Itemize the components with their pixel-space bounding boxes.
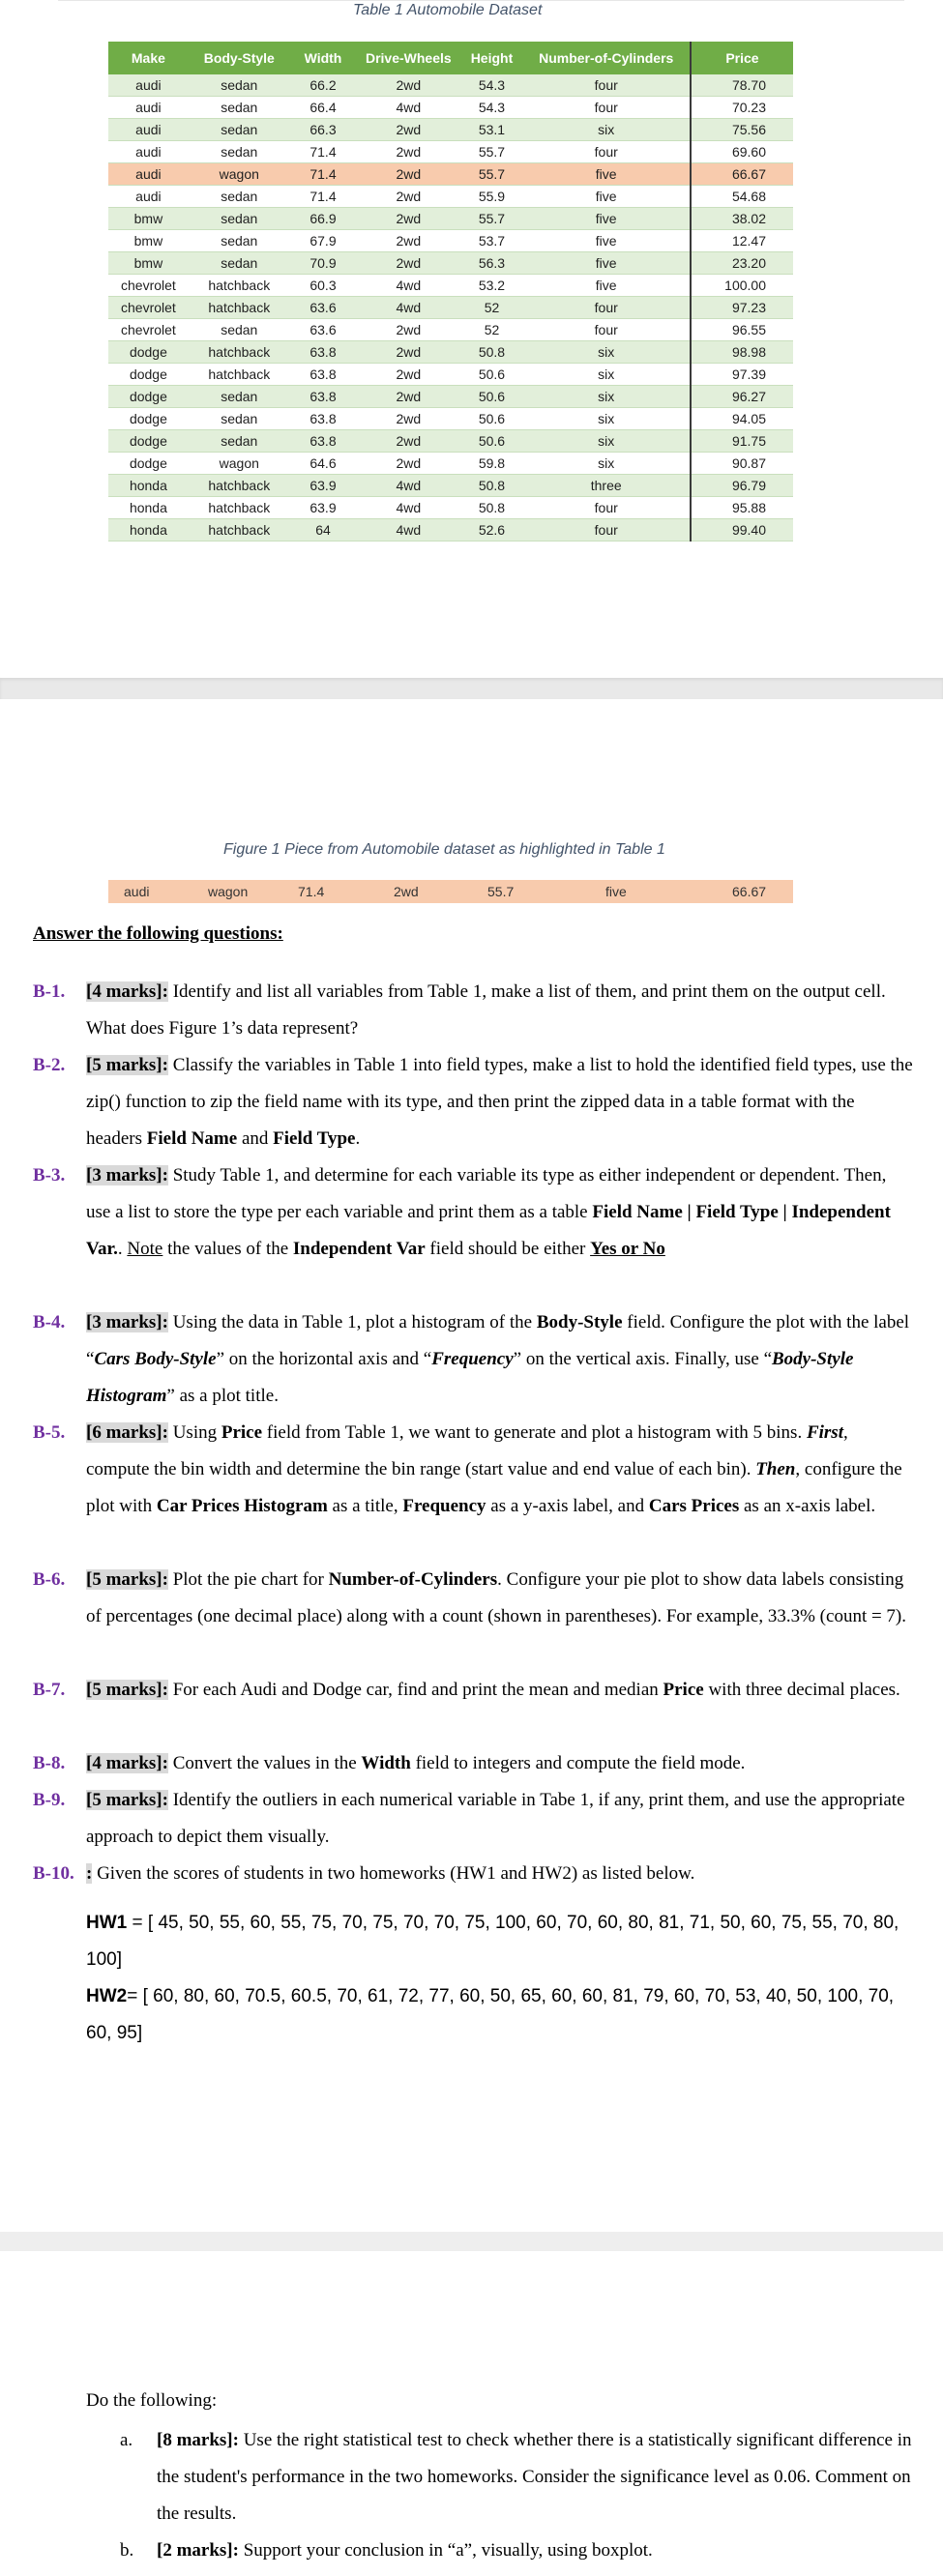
table-cell: sedan [189,252,290,275]
question-number: B-3. [33,1165,66,1186]
table-cell: 2wd [356,252,460,275]
table-cell: 2wd [356,208,460,230]
question-6 [33,1562,913,1635]
table-cell: 66.67 [691,163,793,186]
table-cell: 66.4 [290,97,356,119]
table-header-row [108,42,793,74]
table-cell: 55.9 [460,186,522,208]
table-cell: 2wd [356,119,460,141]
question-marks: [5 marks]: [86,1569,168,1590]
question-text: Body-Style [536,1312,623,1332]
table-cell: wagon [189,163,290,186]
table-cell: 4wd [356,497,460,519]
table-cell: five [523,186,691,208]
table-cell: 50.6 [460,430,522,453]
column-header: Make [108,42,189,74]
table-row [108,408,793,430]
table-cell: 91.75 [691,430,793,453]
table-cell: six [523,341,691,364]
table-cell: 64.6 [290,453,356,475]
question-text: Yes or No [590,1239,665,1259]
table-cell: 2wd [356,74,460,97]
table-cell: five [523,252,691,275]
table-cell: dodge [108,408,189,430]
question-text: as a title, [327,1496,403,1516]
question-text: Field Name | Field Type | Independent Var. [86,1202,891,1259]
table-cell: dodge [108,386,189,408]
question-marks: [5 marks]: [86,1680,168,1700]
figure-cell-height: 55.7 [487,884,515,899]
question-marks: [5 marks]: [86,1790,168,1810]
table-cell: four [523,519,691,542]
question-text: Frequency [402,1496,486,1516]
table-cell: 66.9 [290,208,356,230]
hw2-values: = [ 60, 80, 60, 70.5, 60.5, 70, 61, 72, 77, 60, 50, 65, 60, 60, 81, 79, 60, 70, 53, 40, 50, 100, 70, 60, 95] [86,1986,895,2043]
question-text: Using the data in Table 1, plot a histogram of the [167,1312,537,1332]
question-number: B-6. [33,1569,66,1590]
subtask-a-marks: [8 marks]: [157,2430,239,2450]
table-cell: hatchback [189,475,290,497]
table-cell: four [523,97,691,119]
question-text: as an x-axis label. [739,1496,876,1516]
table-cell: 54.3 [460,97,522,119]
table-cell: 66.3 [290,119,356,141]
table-cell: 4wd [356,297,460,319]
table-cell: honda [108,475,189,497]
question-number: B-4. [33,1312,66,1332]
table-cell: five [523,208,691,230]
subtask-a-text: Use the right statistical test to check whether there is a statistically significant difference in the student's performance in the two homeworks. Consider the significance level as 0.06. Comment on the results. [157,2430,912,2524]
table-cell: chevrolet [108,319,189,341]
table-cell: 54.68 [691,186,793,208]
table-cell: 55.7 [460,141,522,163]
table-cell: 50.8 [460,497,522,519]
table-cell: 63.8 [290,430,356,453]
table-row [108,252,793,275]
table-cell: chevrolet [108,297,189,319]
question-text: . [117,1239,128,1259]
table-cell: 50.8 [460,475,522,497]
table-row [108,453,793,475]
subtask-b-text: Support your conclusion in “a”, visually, using boxplot. [238,2540,653,2561]
table-cell: 71.4 [290,163,356,186]
question-number: B-2. [33,1055,66,1075]
table-cell: audi [108,186,189,208]
column-header: Price [691,42,793,74]
question-text: field. Configure the plot with the label “ [86,1312,910,1369]
table-cell: chevrolet [108,275,189,297]
table-row [108,497,793,519]
question-8 [33,1745,913,1782]
table-cell: 52 [460,319,522,341]
figure-caption: Figure 1 Piece from Automobile dataset as highlighted in Table 1 [223,841,665,858]
table-cell: sedan [189,430,290,453]
table-cell: hatchback [189,497,290,519]
subtask-a-letter: a. [120,2430,133,2450]
table-cell: five [523,275,691,297]
table-cell: six [523,364,691,386]
question-text: , compute the bin width and determine the bin range (start value and end value of each bin). [86,1422,848,1479]
question-marks: [4 marks]: [86,1753,168,1773]
table-cell: 2wd [356,341,460,364]
table-row [108,319,793,341]
column-header: Number-of-Cylinders [523,42,691,74]
table-cell: audi [108,141,189,163]
table-cell: hatchback [189,297,290,319]
page-gap-2 [0,2232,943,2251]
question-number: B-7. [33,1680,66,1700]
figure-cell-make: audi [124,884,150,899]
table-cell: hatchback [189,275,290,297]
table-cell: 50.6 [460,408,522,430]
table-cell: 4wd [356,275,460,297]
question-number: B-10. [33,1863,74,1884]
table-cell: four [523,297,691,319]
question-marks: [5 marks]: [86,1055,168,1075]
hw1-values: = [ 45, 50, 55, 60, 55, 75, 70, 75, 70, 70, 75, 100, 60, 70, 60, 80, 81, 71, 50, 60, 75, 55, 70, 80, 100] [86,1913,899,1970]
question-text: Cars Body-Style [94,1349,217,1369]
table-cell: 53.2 [460,275,522,297]
figure-cell-price: 66.67 [732,884,767,899]
question-marks: [3 marks]: [86,1165,168,1186]
table-cell: 97.23 [691,297,793,319]
question-text: . [355,1128,361,1149]
question-text: ” on the vertical axis. Finally, use “ [513,1349,772,1369]
table-row [108,386,793,408]
question-marks: : [86,1863,93,1884]
table-cell: 95.88 [691,497,793,519]
table-cell: 94.05 [691,408,793,430]
column-header: Drive-Wheels [356,42,460,74]
table-cell: 50.8 [460,341,522,364]
do-following-label: Do the following: [86,2390,218,2411]
table-cell: hatchback [189,519,290,542]
table-cell: dodge [108,341,189,364]
table-cell: sedan [189,119,290,141]
table-cell: 63.8 [290,408,356,430]
table-cell: 71.4 [290,141,356,163]
table-cell: sedan [189,319,290,341]
question-5 [33,1415,913,1525]
table-cell: 78.70 [691,74,793,97]
question-text: Note [127,1239,163,1259]
table-cell: 2wd [356,364,460,386]
table-cell: 50.6 [460,386,522,408]
question-text: Width [361,1753,411,1773]
table-cell: 2wd [356,430,460,453]
question-text: Using [167,1422,221,1443]
table-row [108,186,793,208]
question-text: Plot the pie chart for [167,1569,329,1590]
figure-cell-width: 71.4 [298,884,325,899]
question-text: Classify the variables in Table 1 into field types, make a list to hold the identified field types, use the zip() function to zip the field name with its type, and then print the zipped data in a table format with the headers [86,1055,913,1149]
table-cell: 50.6 [460,364,522,386]
table-cell: 64 [290,519,356,542]
question-text: ” on the horizontal axis and “ [216,1349,432,1369]
table-cell: 4wd [356,97,460,119]
question-text: Body-Style Histogram [86,1349,854,1406]
table-cell: 2wd [356,386,460,408]
question-9 [33,1782,913,1856]
question-text: Price [221,1422,263,1443]
question-text: Study Table 1, and determine for each variable its type as either independent or dependent. Then, use a list to store the type per each variable and print them as a table [86,1165,887,1222]
table-row [108,275,793,297]
question-7 [33,1672,913,1709]
table-cell: honda [108,519,189,542]
table-cell: audi [108,119,189,141]
top-rule [58,0,904,1]
table-cell: 2wd [356,163,460,186]
question-number: B-9. [33,1790,66,1810]
figure-row [108,880,793,903]
table-row [108,341,793,364]
column-header: Height [460,42,522,74]
table-cell: 2wd [356,186,460,208]
table-cell: dodge [108,430,189,453]
table-row [108,74,793,97]
table-cell: 2wd [356,141,460,163]
table-row [108,163,793,186]
table-cell: four [523,74,691,97]
table-cell: sedan [189,408,290,430]
figure-cell-cylinders: five [605,884,627,899]
table-row [108,364,793,386]
table-cell: 52 [460,297,522,319]
column-header: Width [290,42,356,74]
table-cell: six [523,453,691,475]
column-header: Body-Style [189,42,290,74]
question-text: Frequency [431,1349,514,1369]
question-text: Independent Var [292,1239,426,1259]
table-cell: five [523,163,691,186]
table-cell: 69.60 [691,141,793,163]
table-cell: 96.55 [691,319,793,341]
subtask-b-letter: b. [120,2540,134,2561]
table-cell: audi [108,97,189,119]
question-text: Price [663,1680,704,1700]
question-text: Convert the values in the [167,1753,362,1773]
table-cell: 63.9 [290,497,356,519]
question-marks: [3 marks]: [86,1312,168,1332]
table-cell: honda [108,497,189,519]
table-cell: 63.9 [290,475,356,497]
table-cell: 100.00 [691,275,793,297]
question-2 [33,1047,913,1157]
table-cell: 55.7 [460,208,522,230]
question-text: Number-of-Cylinders [328,1569,498,1590]
table-cell: sedan [189,186,290,208]
table-cell: 70.9 [290,252,356,275]
table-cell: hatchback [189,364,290,386]
table-cell: hatchback [189,341,290,364]
table-cell: sedan [189,74,290,97]
table-cell: 4wd [356,519,460,542]
table-cell: 2wd [356,453,460,475]
question-text: , configure the plot with [86,1459,902,1516]
table-cell: 90.87 [691,453,793,475]
question-number: B-5. [33,1422,66,1443]
table-cell: five [523,230,691,252]
subtask-a [120,2422,913,2532]
table-cell: wagon [189,453,290,475]
table-row [108,297,793,319]
question-text: Car Prices Histogram [156,1496,328,1516]
question-text: Field Name [146,1128,238,1149]
question-10 [33,1856,913,1892]
automobile-table [108,42,793,542]
table-cell: 67.9 [290,230,356,252]
table-cell: 63.8 [290,364,356,386]
question-4 [33,1304,913,1415]
table-caption: Table 1 Automobile Dataset [353,2,543,18]
table-cell: 2wd [356,230,460,252]
table-cell: 96.27 [691,386,793,408]
question-number: B-1. [33,981,66,1002]
question-text: Identify and list all variables from Table 1, make a list of them, and print them on the output cell. What does Figure 1’s data represent? [86,981,886,1039]
table-cell: 71.4 [290,186,356,208]
table-cell: dodge [108,364,189,386]
table-cell: 75.56 [691,119,793,141]
table-cell: 2wd [356,319,460,341]
figure-cell-drive-wheels: 2wd [394,884,419,899]
question-text: field from Table 1, we want to generate and plot a histogram with 5 bins. [262,1422,807,1443]
table-cell: audi [108,163,189,186]
table-cell: 54.3 [460,74,522,97]
question-text: the values of the [162,1239,293,1259]
table-cell: six [523,386,691,408]
table-cell: 98.98 [691,341,793,364]
table-cell: 63.8 [290,386,356,408]
table-cell: dodge [108,453,189,475]
table-cell: 23.20 [691,252,793,275]
table-body [108,74,793,542]
question-text: Identify the outliers in each numerical variable in Tabe 1, if any, print them, and use the appropriate approach to depict them visually. [86,1790,905,1847]
question-text: Then [755,1459,796,1479]
question-number: B-8. [33,1753,66,1773]
table-cell: 55.7 [460,163,522,186]
table-row [108,230,793,252]
question-3 [33,1157,913,1268]
table-cell: three [523,475,691,497]
table-cell: sedan [189,386,290,408]
table-cell: six [523,430,691,453]
table-cell: 97.39 [691,364,793,386]
table-cell: six [523,119,691,141]
question-text: and [237,1128,274,1149]
hw2-label: HW2 [86,1986,128,2006]
table-cell: four [523,497,691,519]
table-cell: sedan [189,97,290,119]
question-text: as a y-axis label, and [486,1496,649,1516]
table-cell: sedan [189,141,290,163]
table-cell: audi [108,74,189,97]
table-row [108,141,793,163]
question-text: ” as a plot title. [166,1386,279,1406]
table-row [108,97,793,119]
question-text: First [806,1422,843,1443]
page-gap [0,678,943,699]
figure-cell-body-style: wagon [208,884,249,899]
table-row [108,475,793,497]
question-text: field to integers and compute the field mode. [410,1753,746,1773]
table-cell: 66.2 [290,74,356,97]
table-row [108,430,793,453]
hw1-scores [86,1905,918,1978]
table-cell: 59.8 [460,453,522,475]
question-text: . Configure your pie plot to show data labels consisting of percentages (one decimal place) along with a count (shown in parentheses). For example, 33.3% (count = 7). [86,1569,907,1626]
table-cell: 12.47 [691,230,793,252]
table-cell: six [523,408,691,430]
table-cell: 99.40 [691,519,793,542]
table-cell: bmw [108,208,189,230]
table-cell: 60.3 [290,275,356,297]
table-row [108,208,793,230]
table-cell: 38.02 [691,208,793,230]
table-cell: sedan [189,208,290,230]
question-text: Given the scores of students in two homeworks (HW1 and HW2) as listed below. [92,1863,695,1884]
table-cell: sedan [189,230,290,252]
table-cell: 2wd [356,408,460,430]
table-cell: bmw [108,252,189,275]
table-cell: four [523,141,691,163]
question-text: Cars Prices [648,1496,740,1516]
table-row [108,119,793,141]
table-cell: bmw [108,230,189,252]
table-cell: 4wd [356,475,460,497]
table-cell: 53.1 [460,119,522,141]
table-cell: 53.7 [460,230,522,252]
section-heading: Answer the following questions: [33,923,283,944]
hw1-label: HW1 [86,1913,128,1933]
table-cell: 56.3 [460,252,522,275]
table-cell: 63.8 [290,341,356,364]
question-1 [33,974,913,1047]
table-cell: 63.6 [290,297,356,319]
subtask-b-marks: [2 marks]: [157,2540,239,2561]
table-row [108,519,793,542]
table-cell: 52.6 [460,519,522,542]
question-marks: [6 marks]: [86,1422,168,1443]
question-text: For each Audi and Dodge car, find and print the mean and median [167,1680,663,1700]
question-text: field should be either [425,1239,591,1259]
hw2-scores [86,1978,918,2052]
table-cell: four [523,319,691,341]
question-marks: [4 marks]: [86,981,168,1002]
table-cell: 96.79 [691,475,793,497]
table-cell: 70.23 [691,97,793,119]
subtask-b [120,2532,913,2569]
question-text: Field Type [273,1128,356,1149]
question-text: with three decimal places. [703,1680,900,1700]
table-cell: 63.6 [290,319,356,341]
